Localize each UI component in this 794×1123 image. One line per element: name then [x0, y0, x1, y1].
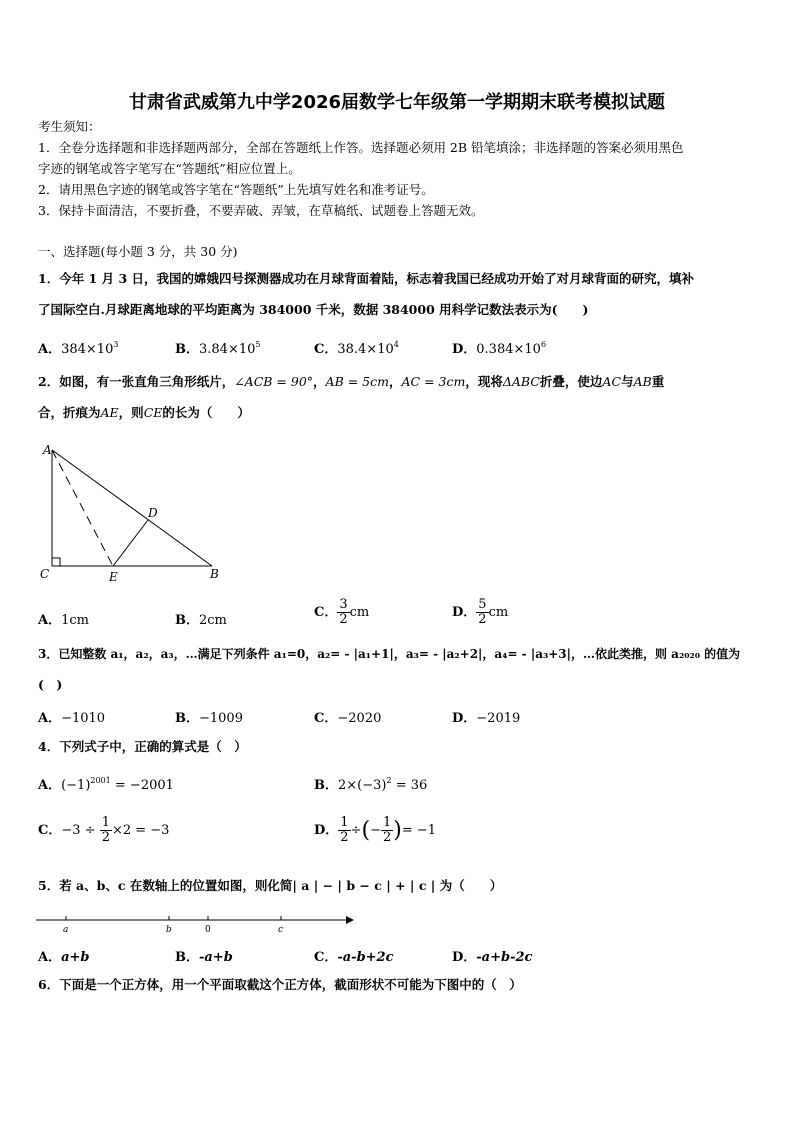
q2-text-3: ，: [389, 374, 402, 389]
q1-a-label: A．: [38, 342, 62, 357]
q4-stem: 4．下列式子中，正确的算式是（ ）: [38, 739, 247, 754]
q4-d-mid: ÷: [350, 823, 362, 838]
axis-label-c: c: [278, 925, 284, 935]
q4-option-c: [38, 816, 169, 845]
q1-c-label: C．: [314, 342, 338, 357]
q2-math-2: AB = 5cm: [325, 374, 389, 389]
q1-b-exp: 5: [255, 340, 261, 349]
q2-text-5: 折叠，使边: [539, 374, 603, 389]
q2-text-1: 2．如图，有一张直角三角形纸片，: [38, 374, 235, 389]
q4-c-num: 1: [101, 815, 110, 830]
page-title: 甘肃省武威第九中学2026届数学七年级第一学期期末联考模拟试题: [128, 92, 666, 113]
fold-ae: [52, 450, 113, 566]
q1-a-base: 384×10: [61, 342, 114, 357]
q2-line2-m2: CE: [143, 405, 163, 420]
q3-option-d: [452, 707, 520, 726]
side-ab: [52, 450, 212, 566]
label-c: C: [40, 567, 50, 581]
q2-math-1: ∠ACB = 90°: [234, 374, 314, 389]
label-d: D: [148, 506, 158, 520]
q2-line2-m1: AE: [100, 405, 119, 420]
q4-d-num: 1: [340, 815, 349, 830]
q1-b-label: B．: [175, 342, 199, 357]
q4-d-den2: 2: [382, 830, 392, 845]
q4-c-rest: ×2 = −3: [111, 823, 170, 838]
axis-label-0: 0: [205, 925, 211, 935]
q4-b-rest: = 36: [391, 778, 428, 793]
q2-b-text: 2cm: [199, 613, 227, 628]
q2-c-unit: cm: [349, 605, 370, 620]
notice-heading: 考生须知：: [38, 119, 101, 134]
q1-d-base: 0.384×10: [476, 342, 541, 357]
q3-d-text: −2019: [476, 711, 521, 726]
q1-line2: 了国际空白.月球距离地球的平均距离为 384000 千米，数据 384000 用科学记数法表示为( ): [38, 302, 589, 317]
q5-a-label: A．: [38, 950, 62, 965]
q2-text-2: ，: [313, 374, 326, 389]
q5-b-label: B．: [175, 950, 199, 965]
right-angle-mark: [52, 558, 60, 566]
q3-line1: 3．已知整数 a₁，a₂，a₃，…满足下列条件 a₁=0，a₂= - |a₁+1|，a₃= - |a₂+2|，a₄= - |a₃+3|，…依此类推，则 a₂₀₂₀ 的值为: [38, 647, 741, 661]
q2-d-fraction: [476, 598, 488, 627]
q2-line1: [38, 374, 664, 390]
q1-c-exp: 4: [393, 340, 399, 349]
q5-a-text: a+b: [61, 950, 90, 965]
label-a: A: [43, 443, 52, 457]
q5-d-label: D．: [452, 950, 477, 965]
notice-item-3: 3．保持卡面清洁，不要折叠，不要弄破、弄皱，在草稿纸、试题卷上答题无效。: [38, 203, 484, 218]
q2-math-3: AC = 3cm: [401, 374, 466, 389]
q2-c-num: 3: [339, 597, 348, 612]
q4-d-den: 2: [340, 830, 349, 845]
q5-stem: 5．若 a、b、c 在数轴上的位置如图，则化简| a | − | b − c | + | c | 为（ ）: [38, 878, 503, 893]
q2-c-label: C．: [314, 605, 338, 620]
q1-option-c: [314, 338, 399, 357]
q2-d-num: 5: [478, 597, 487, 612]
q3-option-c: [314, 707, 381, 726]
notice-item-2: 2．请用黑色字迹的钢笔或答字笔在“答题纸”上先填写姓名和准考证号。: [38, 182, 434, 197]
q4-option-a: [38, 774, 174, 793]
q6-stem: 6．下面是一个正方体，用一个平面取截这个正方体，截面形状不可能为下图中的（ ）: [38, 977, 522, 992]
q4-d-label: D．: [314, 823, 339, 838]
q4-d-num2: 1: [382, 815, 392, 830]
q1-d-label: D．: [452, 342, 477, 357]
q2-option-d: [452, 598, 508, 627]
q4-a-rest: = −2001: [110, 778, 174, 793]
q4-d-open-paren: (: [361, 818, 371, 843]
q5-c-text: -a-b+2c: [337, 950, 394, 965]
q2-line2-a: 合，折痕为: [38, 405, 101, 420]
q2-c-fraction: [337, 598, 349, 627]
q4-b-label: B．: [314, 778, 338, 793]
q4-d-fraction-2: [381, 816, 393, 845]
q5-option-b: [175, 946, 233, 965]
q1-option-a: [38, 338, 118, 357]
q2-option-b: [175, 609, 227, 628]
q4-c-den: 2: [101, 830, 110, 845]
q2-math-4: ΔABC: [502, 374, 540, 389]
q3-option-b: [175, 707, 243, 726]
q2-math-5: AC: [602, 374, 622, 389]
q3-b-text: −1009: [199, 711, 243, 726]
q1-option-b: [175, 338, 260, 357]
q3-option-a: [38, 707, 105, 726]
section-heading: 一、选择题(每小题 3 分，共 30 分): [38, 244, 238, 259]
label-b: B: [210, 567, 219, 581]
q2-d-label: D．: [452, 605, 477, 620]
q3-line2: ( ): [38, 677, 63, 692]
q2-triangle-figure: [38, 440, 228, 585]
q4-d-rest: = −1: [401, 823, 437, 838]
q4-c-label: C．: [38, 823, 62, 838]
q5-option-c: [314, 946, 394, 965]
q5-number-line: [36, 910, 356, 936]
axis-label-a: a: [63, 925, 69, 935]
q1-option-d: [452, 338, 546, 357]
q2-line2-b: ，则: [118, 405, 144, 420]
q2-text-6: 与: [621, 374, 634, 389]
q2-text-7: 重: [651, 374, 665, 389]
q4-option-d: D． $\frac{1}{2}$ ÷(− $\frac{1}{2}$ )= −1: [314, 815, 437, 845]
q2-option-a: [38, 609, 89, 628]
q1-a-exp: 3: [113, 340, 119, 349]
q1-b-base: 3.84×10: [199, 342, 256, 357]
label-e: E: [109, 570, 118, 584]
q5-c-label: C．: [314, 950, 338, 965]
q4-option-b: [314, 774, 427, 793]
notice-item-1a: 1．全卷分选择题和非选择题两部分，全部在答题纸上作答。选择题必须用 2B 铅笔填涂；非选择题的答案必须用黑色: [38, 140, 684, 155]
q5-option-d: [452, 946, 532, 965]
q2-d-unit: cm: [488, 605, 509, 620]
q3-c-label: C．: [314, 711, 338, 726]
q2-text-4: ，现将: [465, 374, 503, 389]
q2-c-den: 2: [339, 612, 348, 627]
q3-b-label: B．: [175, 711, 199, 726]
q1-c-base: 38.4×10: [337, 342, 394, 357]
q4-a-label: A．: [38, 778, 62, 793]
q4-a-base: (−1): [61, 778, 91, 793]
q3-d-label: D．: [452, 711, 477, 726]
q5-d-text: -a+b-2c: [476, 950, 533, 965]
q4-b-exp: 2: [386, 776, 392, 785]
q2-math-6: AB: [633, 374, 652, 389]
q4-d-close-paren: ): [393, 818, 402, 843]
q2-b-label: B．: [175, 613, 199, 628]
segment-ed: [113, 520, 148, 566]
q2-option-c: [314, 598, 369, 627]
q4-c-fraction: [100, 816, 112, 845]
axis-label-b: b: [166, 925, 172, 935]
axis-arrow: [346, 916, 354, 924]
q4-d-fraction-1: [338, 816, 350, 845]
q2-d-den: 2: [478, 612, 487, 627]
q4-c-pre: −3 ÷: [61, 823, 100, 838]
q2-a-text: 1cm: [61, 613, 89, 628]
q3-c-text: −2020: [337, 711, 382, 726]
q4-a-exp: 2001: [90, 776, 111, 785]
q5-option-a: [38, 946, 90, 965]
q1-line1: 1．今年 1 月 3 日，我国的嫦娥四号探测器成功在月球背面着陆，标志着我国已经成功开始了对月球背面的研究，填补: [38, 271, 695, 286]
q3-a-text: −1010: [61, 711, 106, 726]
q5-b-text: -a+b: [199, 950, 233, 965]
q1-d-exp: 6: [540, 340, 547, 349]
q4-b-pre: 2×(−3): [338, 778, 387, 793]
q2-line2-c: 的长为（ ）: [162, 405, 250, 420]
q2-line2: [38, 405, 250, 421]
notice-item-1b: 字迹的钢笔或答字笔写在“答题纸”相应位置上。: [38, 161, 301, 176]
q3-a-label: A．: [38, 711, 62, 726]
q2-a-label: A．: [38, 613, 62, 628]
